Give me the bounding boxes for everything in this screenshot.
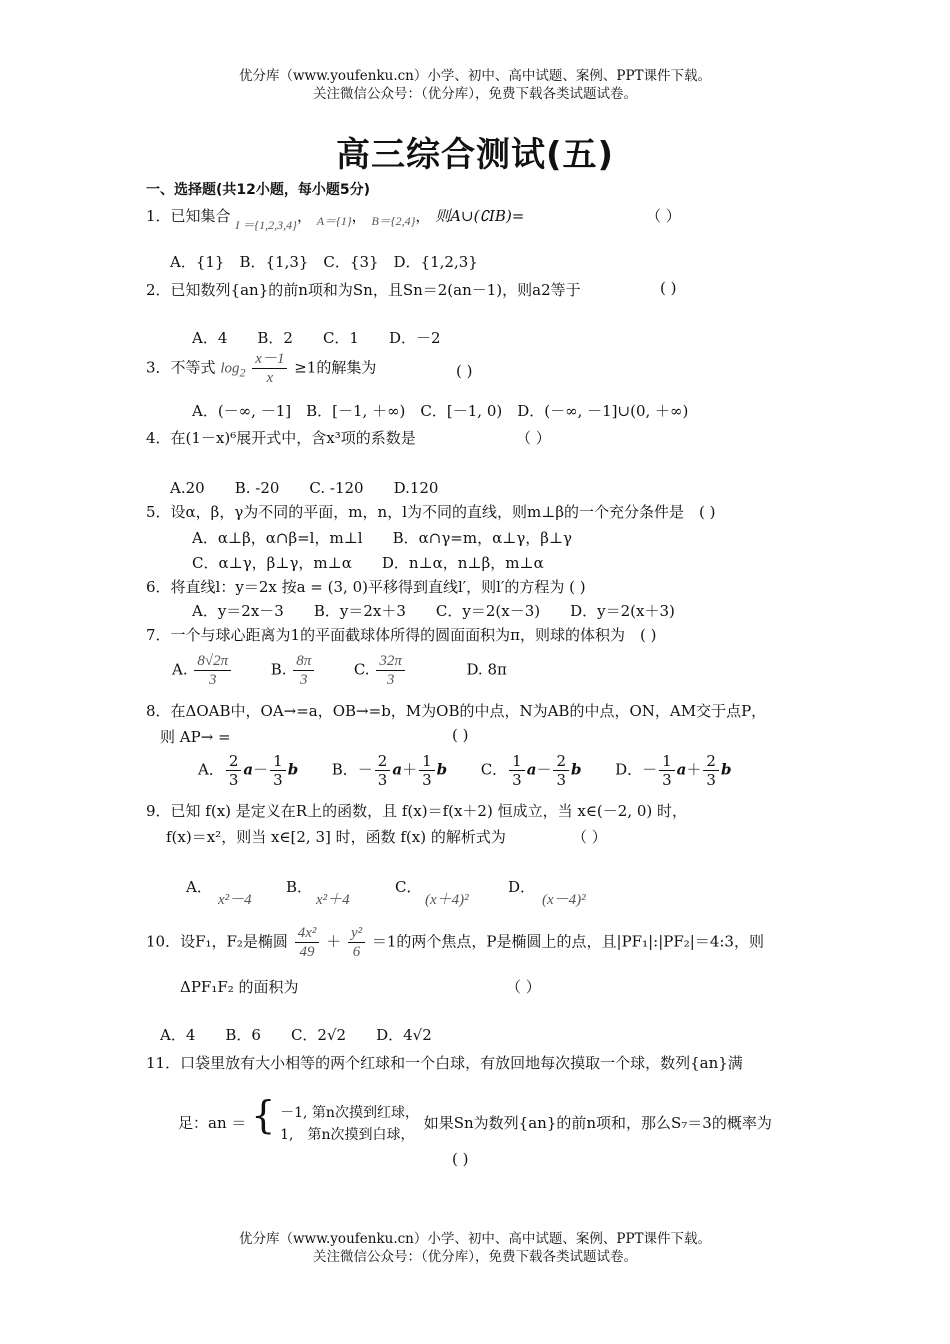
- question-10: 10．设F₁，F₂是椭圆 $\frac{\text{4x²}}{49}$ ＋ $\frac{\text{y²}}{6}$ ＝1的两个焦点，P是椭圆上的点，且|PF₁|:|PF₂|＝4:3，则: [146, 925, 764, 960]
- q3-paren: ( ): [456, 362, 473, 380]
- q9-opt-c: C．: [395, 878, 422, 896]
- q8-b-f2-num: 1: [419, 752, 435, 771]
- footer-line-2: 关注微信公众号：（优分库），免费下载各类试题试卷。: [313, 1249, 637, 1265]
- q1-tail: 则A∪(∁IB)=: [435, 207, 525, 225]
- q8-a-vec-a: a: [243, 760, 254, 779]
- q3-numerator: x－1: [252, 350, 287, 369]
- q2-options: A．4 B．2 C．1 D．－2: [192, 329, 441, 347]
- q8-c-frac1: [509, 752, 525, 789]
- q9-opt-b: B．: [286, 878, 313, 896]
- q9-line-2: f(x)＝x²，则当 x∈[2, 3] 时，函数 f(x) 的解析式为: [166, 828, 506, 846]
- q10-frac-2: [348, 924, 365, 961]
- header-line-2: 关注微信公众号：（优分库），免费下载各类试题试卷。: [313, 86, 637, 102]
- q10-line-2: ΔPF₁F₂ 的面积为: [180, 978, 299, 996]
- q8-c-f2-num: 2: [553, 752, 569, 771]
- q10-paren: （ ）: [506, 978, 541, 996]
- q8-b-frac1: [375, 752, 391, 789]
- question-1: 1．已知集合 $_{I =\{1,2,3,4\}}$， $_{A=\{1\}}$， $_{B=\{2,4\}}$， 则A∪(∁IB)=: [146, 207, 525, 232]
- footer-line-1: 优分库（www.youfenku.cn）小学、初中、高中试题、案例、PPT课件下载。: [238, 1231, 712, 1247]
- header-line-1: 优分库（www.youfenku.cn）小学、初中、高中试题、案例、PPT课件下载。: [238, 68, 712, 84]
- q4-options: A.20 B. -20 C. -120 D.120: [170, 479, 439, 497]
- q4-paren: （ ）: [516, 429, 551, 447]
- question-9: 9．已知 f(x) 是定义在R上的函数，且 f(x)＝f(x＋2) 恒成立，当 x∈(－2, 0) 时，: [146, 802, 688, 820]
- q8-a-f2-num: 1: [270, 752, 286, 771]
- q8-d-vec-a: a: [676, 760, 687, 779]
- q11-cases: [280, 1102, 419, 1146]
- q7-opt-a: A.: [172, 660, 188, 679]
- q8-opt-d: D．－: [615, 760, 658, 779]
- q11-post: 如果Sn为数列{an}的前n项和，那么S₇＝3的概率为: [423, 1114, 772, 1132]
- q8-c-frac2: [553, 752, 569, 789]
- q8-opt-b: B．－: [331, 760, 373, 779]
- q8-a-frac2: [270, 752, 286, 789]
- q9-val-c: (x＋4)²: [425, 892, 469, 908]
- q10-f1-den: 49: [299, 944, 315, 960]
- q1-number: 1．已知集合: [146, 207, 231, 225]
- q7-frac-b: [293, 652, 314, 689]
- q2-paren: ( ): [660, 279, 677, 297]
- q8-c-f1-den: 3: [512, 771, 522, 789]
- q11-case-2: 1, 第n次摸到白球，: [280, 1127, 415, 1143]
- q3-pre: 3．不等式: [146, 358, 216, 377]
- question-3: [146, 350, 376, 387]
- question-4: 4．在(1－x)⁶展开式中，含x³项的系数是: [146, 429, 416, 447]
- q8-d-op: ＋: [686, 760, 702, 779]
- q8-a-f1-num: 2: [226, 752, 242, 771]
- q8-b-vec-b: b: [436, 760, 448, 779]
- q1-set-a: A＝{1}: [316, 214, 352, 228]
- q8-c-f1-num: 1: [509, 752, 525, 771]
- q8-a-op: －: [253, 760, 269, 779]
- q8-b-f2-den: 3: [422, 771, 432, 789]
- q10-f2-den: 6: [352, 944, 361, 960]
- q8-a-f2-den: 3: [273, 771, 283, 789]
- q1-paren: （ ）: [646, 207, 681, 225]
- q6-options: A．y＝2x－3 B．y＝2x＋3 C．y＝2(x－3) D．y＝2(x＋3): [192, 602, 675, 620]
- q7-frac-a: [194, 652, 231, 689]
- q8-line-2: 则 AP→ =: [160, 728, 231, 746]
- q8-b-f1-num: 2: [375, 752, 391, 771]
- q8-a-f1-den: 3: [228, 771, 239, 789]
- question-7: 7．一个与球心距离为1的平面截球体所得的圆面面积为π，则球的体积为 ( ): [146, 626, 657, 644]
- q11-pre: 足：an ＝: [178, 1114, 247, 1132]
- q8-c-vec-a: a: [526, 760, 537, 779]
- q3-post: ≥1的解集为: [294, 358, 377, 377]
- q7-opt-b: B.: [270, 660, 287, 679]
- q8-c-vec-b: b: [571, 760, 582, 779]
- q9-val-b: x²＋4: [316, 892, 350, 908]
- q9-opt-a: A．: [186, 878, 212, 896]
- q3-options: A．(－∞, －1] B．[－1, ＋∞) C．[－1, 0) D．(－∞, －1]∪(0, ＋∞): [192, 402, 689, 420]
- q3-fraction: [252, 350, 287, 387]
- q7-frac-a-den: 3: [209, 672, 217, 688]
- question-11: 11．口袋里放有大小相等的两个红球和一个白球，有放回地每次摸取一个球，数列{an}满: [146, 1054, 743, 1072]
- q8-opt-c: C．: [480, 760, 508, 779]
- q10-options: A．4 B．6 C．2√2 D．4√2: [160, 1026, 432, 1044]
- q8-options: [198, 752, 731, 789]
- question-5: 5．设α，β，γ为不同的平面，m，n，l为不同的直线，则m⊥β的一个充分条件是 ( ): [146, 503, 716, 521]
- q8-a-frac1: [226, 752, 242, 789]
- q8-d-f2-num: 2: [703, 752, 719, 771]
- q7-frac-c-den: 3: [386, 672, 395, 688]
- q1-options: A．{1} B．{1,3} C．{3} D．{1,2,3}: [170, 253, 478, 271]
- q11-case-1: －1, 第n次摸到红球，: [280, 1105, 419, 1121]
- section-heading: 一、选择题(共12小题，每小题5分): [146, 182, 371, 198]
- q8-b-op: ＋: [402, 760, 418, 779]
- q8-b-vec-a: a: [392, 760, 403, 779]
- q7-opt-d: D. 8π: [466, 660, 507, 679]
- q7-opt-c: C.: [353, 660, 370, 679]
- question-2: 2．已知数列{an}的前n项和为Sn，且Sn＝2(an－1)，则a2等于: [146, 281, 581, 299]
- q8-b-frac2: [419, 752, 435, 789]
- q8-d-f1-num: 1: [659, 752, 675, 771]
- q8-c-op: －: [536, 760, 552, 779]
- q3-log: log: [220, 360, 240, 377]
- q9-opt-d: D．: [508, 878, 536, 896]
- q10-frac-1: [295, 924, 320, 961]
- q7-frac-c-num: 32π: [376, 652, 405, 671]
- q5-options-cd: C．α⊥γ，β⊥γ，m⊥α D．n⊥α，n⊥β，m⊥α: [192, 554, 544, 572]
- question-6: 6．将直线l：y＝2x 按a = (3, 0)平移得到直线l′，则l′的方程为 ( ): [146, 578, 586, 596]
- q8-c-f2-den: 3: [556, 771, 567, 789]
- q8-a-vec-b: b: [287, 760, 299, 779]
- q7-frac-b-den: 3: [300, 672, 308, 688]
- q10-pre: 10．设F₁，F₂是椭圆: [146, 932, 288, 951]
- q5-options-ab: A．α⊥β，α∩β=l，m⊥l B．α∩γ=m，α⊥γ，β⊥γ: [192, 529, 573, 547]
- page-title: 高三综合测试(五): [335, 135, 615, 175]
- q9-paren: （ ）: [572, 828, 607, 846]
- q7-frac-a-num: 8√2π: [194, 652, 231, 671]
- q8-d-frac2: [703, 752, 719, 789]
- q1-set-b: B＝{2,4}: [371, 214, 416, 228]
- q8-d-f1-den: 3: [662, 771, 672, 789]
- q11-definition: [178, 1093, 772, 1146]
- q3-log-base: 2: [239, 365, 246, 380]
- q8-opt-a: A．: [198, 760, 224, 779]
- q3-denominator: x: [266, 370, 274, 386]
- q8-paren: ( ): [452, 726, 469, 744]
- q9-val-a: x²－4: [218, 892, 252, 908]
- q8-d-f2-den: 3: [706, 771, 716, 789]
- q10-post: ＝1的两个焦点，P是椭圆上的点，且|PF₁|:|PF₂|＝4:3，则: [371, 932, 764, 951]
- q7-options: [172, 652, 507, 689]
- q8-b-f1-den: 3: [377, 771, 388, 789]
- q7-frac-b-num: 8π: [293, 652, 314, 671]
- question-8: 8．在ΔOAB中，OA→=a，OB→=b，M为OB的中点，N为AB的中点，ON，AM交于点P，: [146, 702, 767, 720]
- q1-set-i: I ＝{1,2,3,4}: [235, 218, 297, 232]
- q11-paren: ( ): [452, 1150, 469, 1168]
- q7-frac-c: [376, 652, 405, 689]
- q10-f2-num: y²: [348, 924, 365, 943]
- q8-d-frac1: [659, 752, 675, 789]
- q8-d-vec-b: b: [720, 760, 732, 779]
- q11-brace: {: [251, 1093, 276, 1137]
- q10-f1-num: 4x²: [295, 924, 320, 943]
- q9-val-d: (x－4)²: [542, 892, 586, 908]
